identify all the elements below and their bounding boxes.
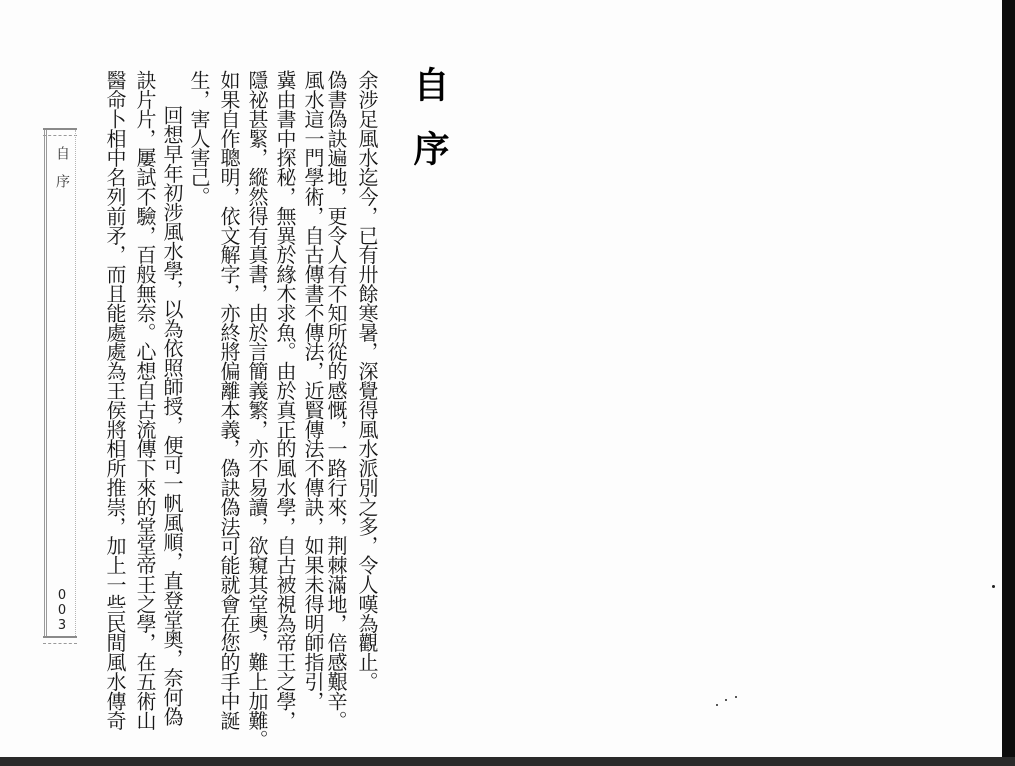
chapter-title: 自序 [408, 66, 450, 194]
page-number: 003 [57, 588, 67, 633]
margin-ornament-bottom [43, 636, 77, 644]
scan-speck [992, 585, 995, 588]
running-header: 自序 [54, 146, 70, 202]
text-column: 生，害人害己。 [187, 70, 211, 206]
text-column: 余涉足風水迄今，已有卅餘寒暑，深覺得風水派別之多，令人嘆為觀止。 [355, 70, 379, 691]
scan-speck [725, 699, 727, 701]
scan-edge-right [1002, 0, 1015, 766]
scan-speck [735, 696, 737, 698]
text-column: 如果自作聰明，依文解字，亦終將偏離本義，偽訣偽法可能就會在您的手中誕 [217, 70, 241, 730]
text-column: 偽書偽訣遍地，更令人有不知所從的感慨，一路行來，荆棘滿地，倍感艱辛。 [324, 70, 348, 730]
scan-edge-bottom [0, 757, 1015, 766]
margin-border-strip [44, 130, 76, 638]
text-column: 醫命卜相中名列前矛，而且能處處為王侯將相所推崇，加上一些民間風水傳奇 [103, 70, 127, 730]
text-column: 風水這一門學術，自古傳書不傳法，近賢傳法不傳訣，如果未得明師指引， [301, 70, 325, 711]
text-column: 訣片片，屢試不驗，百般無奈。心想自古流傳下來的堂堂帝王之學，在五術山 [133, 70, 157, 730]
text-column: 隱祕甚緊，縱然得有真書，由於言簡義繁，亦不易讀，欲窺其堂奧，難上加難。 [245, 70, 269, 750]
text-column: 冀由書中探秘，無異於緣木求魚。由於真正的風水學，自古被視為帝王之學， [273, 70, 297, 730]
scan-speck [716, 704, 718, 706]
text-column: 回想早年初涉風水學，以為依照師授，便可一帆風順，直登堂奧，奈何偽 [160, 105, 184, 726]
